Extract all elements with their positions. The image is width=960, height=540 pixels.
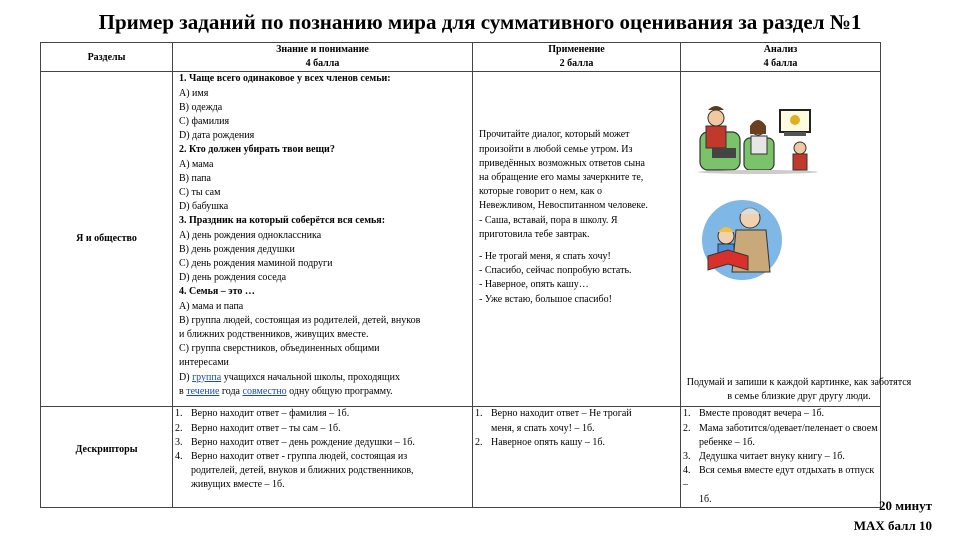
grandfather-reading-illustration [700, 198, 784, 282]
dialog-line: которые говорит о нем, как о [479, 186, 602, 198]
header-knowledge-points: 4 балла [305, 58, 340, 70]
descriptor-text: Верно находит ответ – фамилия – 1б. [191, 408, 350, 420]
answer-line: - Наверное, опять кашу… [479, 279, 589, 291]
descriptor-text: Мама заботится/одевает/пеленает о своем [699, 422, 878, 434]
descriptor-line [175, 407, 472, 421]
descriptor-number: 2. [683, 422, 691, 434]
mother-dress [751, 136, 767, 154]
max-score: MAX балл 10 [853, 518, 932, 533]
header-application [473, 43, 681, 72]
knowledge-last-line2 [179, 385, 469, 399]
header-analysis-points: 4 балла [763, 58, 798, 70]
dialog-line: на обращение его мамы зачеркните те, [479, 172, 644, 184]
question-line: 3. Праздник на который соберётся вся семья: [179, 215, 386, 227]
tv-screen-figure [790, 115, 800, 125]
descriptors-knowledge [173, 407, 473, 507]
descriptor-number: 2. [475, 436, 483, 448]
descriptor-text: Наверное опять кашу – 1б. [491, 436, 605, 448]
header-knowledge [173, 43, 473, 72]
question-line: 2. Кто должен убирать твои вещи? [179, 144, 335, 156]
answer-line: - Уже встаю, большое спасибо! [479, 293, 612, 305]
header-sections [41, 43, 173, 72]
descriptor-text: родителей, детей, внуков и ближних родственников, [191, 465, 414, 477]
descriptor-number: 4. [683, 465, 691, 477]
link-sovmestno[interactable]: совместно [242, 385, 287, 397]
descriptor-number: 1. [175, 408, 183, 420]
descriptor-text: Верно находит ответ - группа людей, состоящая из [191, 451, 408, 463]
header-application-label: Применение [548, 44, 605, 55]
page-title: Пример заданий по познанию мира для суммативного оценивания за раздел №1 [98, 10, 862, 34]
descriptor-line [683, 407, 880, 421]
child-head [794, 142, 806, 154]
tv-stand [784, 132, 806, 136]
row-descriptors [41, 407, 881, 507]
child-body [793, 154, 807, 170]
descriptor-line [475, 407, 680, 421]
option-line: D) бабушка [179, 201, 229, 213]
question-line: 4. Семья – это … [179, 286, 255, 298]
option-line: B) одежда [179, 101, 223, 113]
link-techenie[interactable]: течение [186, 385, 220, 397]
descriptor-line [175, 436, 472, 450]
descriptor-number: 1. [683, 408, 691, 420]
option-line: B) группа людей, состоящая из родителей, детей, внуков [179, 314, 421, 326]
option-line: C) ты сам [179, 187, 221, 199]
descriptor-text: Дедушка читает внуку книгу – 1б. [699, 451, 845, 463]
section-label: Я и общество [76, 233, 137, 245]
descriptor-text: Верно находит ответ – день рождение дедушки – 1б. [191, 436, 415, 448]
descriptor-text: живущих вместе – 1б. [191, 479, 285, 491]
knowledge-questions [179, 72, 469, 370]
descriptor-text: Вместе проводят вечера – 1б. [699, 408, 825, 420]
answer-line: - Спасибо, сейчас попробую встать. [479, 265, 632, 277]
link-gruppa[interactable]: группа [192, 371, 222, 383]
dialog-line: Невежливом, Невоспитанном человеке. [479, 200, 648, 212]
descriptor-number: 3. [683, 451, 691, 463]
footer [854, 496, 932, 536]
option-line: D) день рождения соседа [179, 272, 287, 284]
option-text: в [179, 385, 187, 397]
floor-shadow [698, 170, 818, 174]
dialog-line: произойти в любой семье утром. Из [479, 143, 633, 155]
application-intro [473, 128, 680, 242]
application-cell [473, 72, 681, 407]
descriptor-number: 1. [475, 408, 483, 420]
option-line: B) день рождения дедушки [179, 243, 295, 255]
option-line: D) дата рождения [179, 130, 255, 142]
option-line: C) фамилия [179, 116, 230, 128]
descriptor-line [683, 464, 880, 492]
descriptor-line [683, 450, 880, 464]
header-row [41, 43, 881, 72]
descriptor-text: 1б. [699, 493, 712, 505]
option-text: года [219, 385, 243, 397]
option-line: C) день рождения маминой подруги [179, 258, 333, 270]
application-answers [473, 250, 680, 307]
option-line: интересами [179, 357, 229, 369]
descriptors-section-cell [41, 407, 173, 507]
descriptor-line [475, 422, 680, 436]
descriptor-line [175, 450, 472, 464]
descriptor-line [683, 436, 880, 450]
descriptor-number: 3. [175, 436, 183, 448]
dialog-line: приведённых возможных ответов сына [479, 157, 645, 169]
descriptor-number: 2. [175, 422, 183, 434]
option-line: A) день рождения одноклассника [179, 229, 322, 241]
option-line: C) группа сверстников, объединенных общими [179, 343, 380, 355]
option-line: A) мама и папа [179, 300, 244, 312]
descriptor-text: Верно находит ответ – ты сам – 1б. [191, 422, 341, 434]
father-shirt [706, 126, 726, 148]
descriptor-line [175, 464, 472, 478]
option-line: и ближних родственников, живущих вместе. [179, 329, 369, 341]
section-cell [41, 72, 173, 407]
header-sections-label: Разделы [87, 52, 126, 63]
descriptor-text: Верно находит ответ – Не трогай [491, 408, 632, 420]
option-text: учащихся начальной школы, проходящих [221, 371, 400, 383]
option-line: A) мама [179, 158, 214, 170]
descriptors-application [473, 407, 681, 507]
descriptor-line [683, 493, 880, 507]
header-knowledge-label: Знание и понимание [276, 44, 369, 55]
header-application-points: 2 балла [559, 58, 594, 70]
option-line: A) имя [179, 87, 209, 99]
time-limit: 20 минут [879, 498, 932, 513]
header-analysis-label: Анализ [763, 44, 798, 55]
option-text: одну общую программу. [286, 385, 393, 397]
option-prefix: D) [179, 371, 193, 383]
analysis-task: Подумай и запиши к каждой картинке, как заботятся в семье близкие друг другу люди. [686, 377, 912, 402]
descriptor-number: 4. [175, 451, 183, 463]
dialog-line: - Саша, вставай, пора в школу. Я [479, 214, 618, 226]
mother-hair [750, 120, 766, 134]
descriptor-text: меня, я спать хочу! – 1б. [491, 422, 595, 434]
descriptor-line [175, 422, 472, 436]
header-analysis [681, 43, 881, 72]
answer-line: - Не трогай меня, я спать хочу! [479, 251, 611, 263]
descriptor-text: Вся семья вместе едут отдыхать в отпуск – [683, 465, 875, 491]
option-line: B) папа [179, 172, 211, 184]
descriptors-label: Дескрипторы [75, 444, 138, 456]
descriptor-line [175, 478, 472, 492]
father-head [708, 110, 724, 126]
descriptor-text: ребенке – 1б. [699, 436, 755, 448]
dialog-line: приготовила тебе завтрак. [479, 228, 590, 240]
father-hair [708, 106, 724, 110]
knowledge-cell [173, 72, 473, 407]
father-legs [712, 148, 736, 158]
descriptor-line [683, 422, 880, 436]
knowledge-last-line1 [179, 371, 469, 385]
family-evening-illustration [696, 104, 820, 174]
descriptors-analysis [681, 407, 881, 507]
question-line: 1. Чаще всего одинаковое у всех членов семьи: [179, 73, 391, 85]
descriptor-line [475, 436, 680, 450]
dialog-line: Прочитайте диалог, который может [479, 129, 630, 141]
